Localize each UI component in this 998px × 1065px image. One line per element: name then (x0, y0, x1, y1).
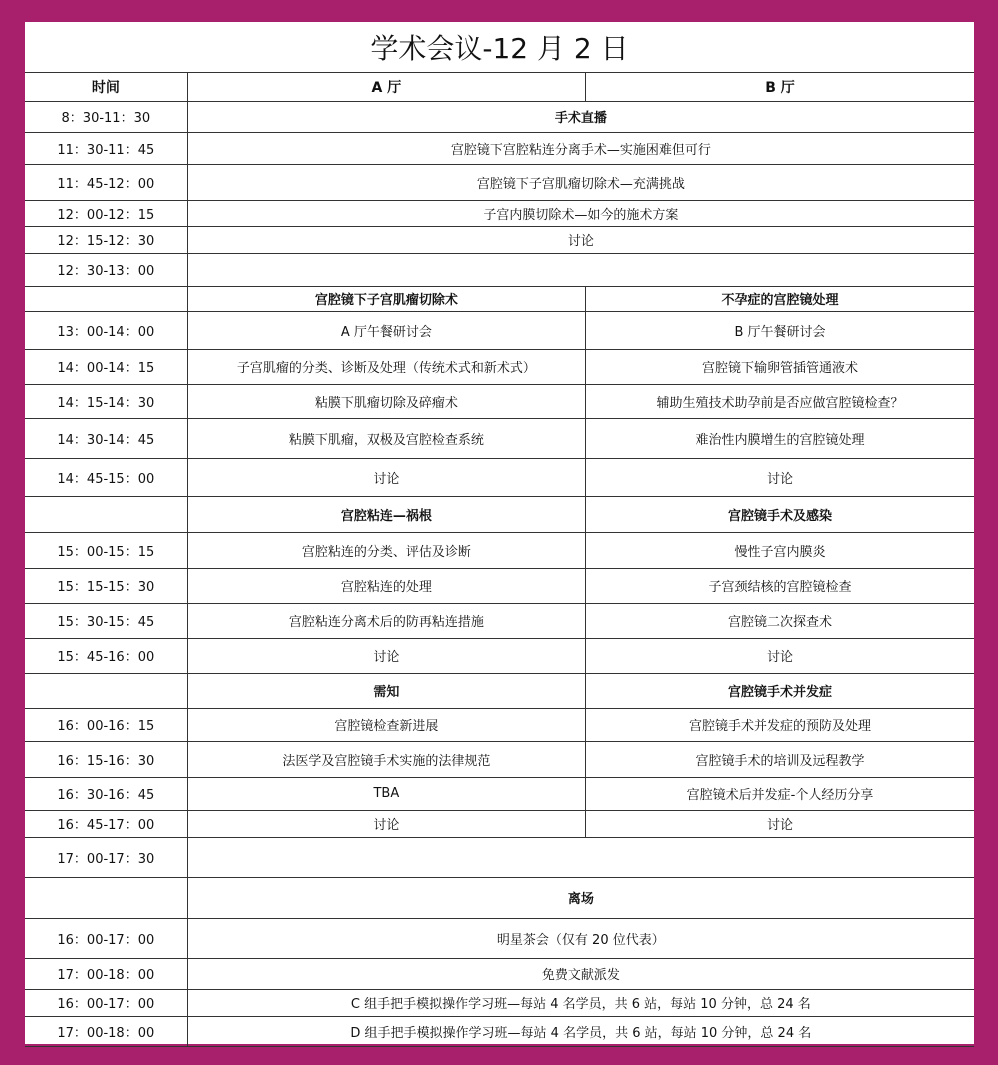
table-row (25, 1016, 974, 1046)
hall-a-topic: TBA (187, 777, 585, 810)
header-hall-b: B 厅 (586, 73, 974, 101)
time-cell: 13：00-14：00 (25, 311, 187, 349)
time-cell: 14：00-14：15 (25, 349, 187, 384)
table-row (25, 532, 974, 568)
hall-b-topic: 难治性内膜增生的宫腔镜处理 (586, 418, 974, 458)
hall-b-session-title: 宫腔镜手术并发症 (586, 673, 974, 708)
hall-a-topic: 宫腔粘连分离术后的防再粘连措施 (187, 603, 585, 638)
hall-a-topic: 讨论 (187, 458, 585, 496)
schedule-sheet (25, 22, 974, 1044)
hall-a-session-title: 宫腔粘连—祸根 (187, 496, 585, 532)
time-cell: 16：00-17：00 (25, 989, 187, 1016)
topic-cell (187, 837, 974, 877)
table-row (25, 458, 974, 496)
hall-a-topic: 粘膜下肌瘤，双极及宫腔检查系统 (187, 418, 585, 458)
hall-a-topic: 讨论 (187, 638, 585, 673)
hall-a-topic: 粘膜下肌瘤切除及碎瘤术 (187, 384, 585, 418)
table-row (25, 837, 974, 877)
header-row (25, 73, 974, 101)
time-cell: 15：45-16：00 (25, 638, 187, 673)
topic-cell: 宫腔镜下子宫肌瘤切除术—充满挑战 (187, 164, 974, 200)
time-cell: 11：30-11：45 (25, 132, 187, 164)
time-cell: 12：15-12：30 (25, 226, 187, 253)
time-cell: 15：00-15：15 (25, 532, 187, 568)
topic-cell: 明星茶会（仅有 20 位代表） (187, 918, 974, 958)
table-row (25, 349, 974, 384)
table-row (25, 253, 974, 286)
hall-b-session-title: 宫腔镜手术及感染 (586, 496, 974, 532)
hall-b-topic: 慢性子宫内膜炎 (586, 532, 974, 568)
time-cell: 16：45-17：00 (25, 810, 187, 837)
table-row (25, 200, 974, 226)
table-row (25, 164, 974, 200)
hall-b-topic: 讨论 (586, 810, 974, 837)
hall-b-topic: 子宫颈结核的宫腔镜检查 (586, 568, 974, 603)
hall-b-topic: 宫腔镜手术的培训及远程教学 (586, 741, 974, 777)
hall-b-topic: 宫腔镜二次探查术 (586, 603, 974, 638)
time-cell: 17：00-17：30 (25, 837, 187, 877)
time-cell: 12：00-12：15 (25, 200, 187, 226)
topic-cell: D 组手把手模拟操作学习班—每站 4 名学员，共 6 站，每站 10 分钟，总 24 名 (187, 1016, 974, 1046)
time-cell (25, 286, 187, 311)
table-row (25, 132, 974, 164)
header-hall-a: A 厅 (187, 73, 585, 101)
topic-cell (187, 253, 974, 286)
session-header-row (25, 496, 974, 532)
hall-b-topic: 宫腔镜下输卵管插管通液术 (586, 349, 974, 384)
time-cell: 17：00-18：00 (25, 958, 187, 989)
schedule-table (25, 73, 974, 1047)
table-row (25, 603, 974, 638)
session-header-row (25, 101, 974, 132)
table-row (25, 311, 974, 349)
session-title-cell: 手术直播 (187, 101, 974, 132)
hall-b-session-title: 不孕症的宫腔镜处理 (586, 286, 974, 311)
time-cell: 16：00-17：00 (25, 918, 187, 958)
hall-a-session-title: 宫腔镜下子宫肌瘤切除术 (187, 286, 585, 311)
hall-a-session-title: 需知 (187, 673, 585, 708)
hall-a-topic: 法医学及宫腔镜手术实施的法律规范 (187, 741, 585, 777)
time-cell: 14：45-15：00 (25, 458, 187, 496)
time-cell: 15：30-15：45 (25, 603, 187, 638)
table-row (25, 989, 974, 1016)
table-row (25, 384, 974, 418)
header-time: 时间 (25, 73, 187, 101)
session-title-cell: 离场 (187, 877, 974, 918)
hall-a-topic: A 厅午餐研讨会 (187, 311, 585, 349)
table-row (25, 568, 974, 603)
session-header-row (25, 286, 974, 311)
time-cell: 12：30-13：00 (25, 253, 187, 286)
table-row (25, 638, 974, 673)
hall-b-topic: B 厅午餐研讨会 (586, 311, 974, 349)
time-cell: 16：15-16：30 (25, 741, 187, 777)
topic-cell: 子宫内膜切除术—如今的施术方案 (187, 200, 974, 226)
time-cell: 16：30-16：45 (25, 777, 187, 810)
table-row (25, 958, 974, 989)
session-header-row (25, 673, 974, 708)
table-row (25, 777, 974, 810)
hall-b-topic: 讨论 (586, 638, 974, 673)
hall-a-topic: 宫腔粘连的处理 (187, 568, 585, 603)
hall-b-topic: 辅助生殖技术助孕前是否应做宫腔镜检查？ (586, 384, 974, 418)
table-row (25, 708, 974, 741)
time-cell (25, 877, 187, 918)
time-cell: 8：30-11：30 (25, 101, 187, 132)
topic-cell: 免费文献派发 (187, 958, 974, 989)
hall-a-topic: 宫腔粘连的分类、评估及诊断 (187, 532, 585, 568)
hall-a-topic: 讨论 (187, 810, 585, 837)
table-row (25, 418, 974, 458)
topic-cell: 讨论 (187, 226, 974, 253)
time-cell: 14：30-14：45 (25, 418, 187, 458)
time-cell: 15：15-15：30 (25, 568, 187, 603)
time-cell: 16：00-16：15 (25, 708, 187, 741)
topic-cell: C 组手把手模拟操作学习班—每站 4 名学员，共 6 站，每站 10 分钟，总 24 名 (187, 989, 974, 1016)
time-cell: 14：15-14：30 (25, 384, 187, 418)
hall-a-topic: 子宫肌瘤的分类、诊断及处理（传统术式和新术式） (187, 349, 585, 384)
hall-a-topic: 宫腔镜检查新进展 (187, 708, 585, 741)
hall-b-topic: 讨论 (586, 458, 974, 496)
table-row (25, 918, 974, 958)
table-row (25, 741, 974, 777)
time-cell (25, 673, 187, 708)
time-cell: 11：45-12：00 (25, 164, 187, 200)
hall-b-topic: 宫腔镜手术并发症的预防及处理 (586, 708, 974, 741)
page-title: 学术会议-12 月 2 日 (25, 22, 974, 73)
table-row (25, 226, 974, 253)
session-header-row (25, 877, 974, 918)
hall-b-topic: 宫腔镜术后并发症-个人经历分享 (586, 777, 974, 810)
table-row (25, 810, 974, 837)
time-cell: 17：00-18：00 (25, 1016, 187, 1046)
topic-cell: 宫腔镜下宫腔粘连分离手术—实施困难但可行 (187, 132, 974, 164)
time-cell (25, 496, 187, 532)
